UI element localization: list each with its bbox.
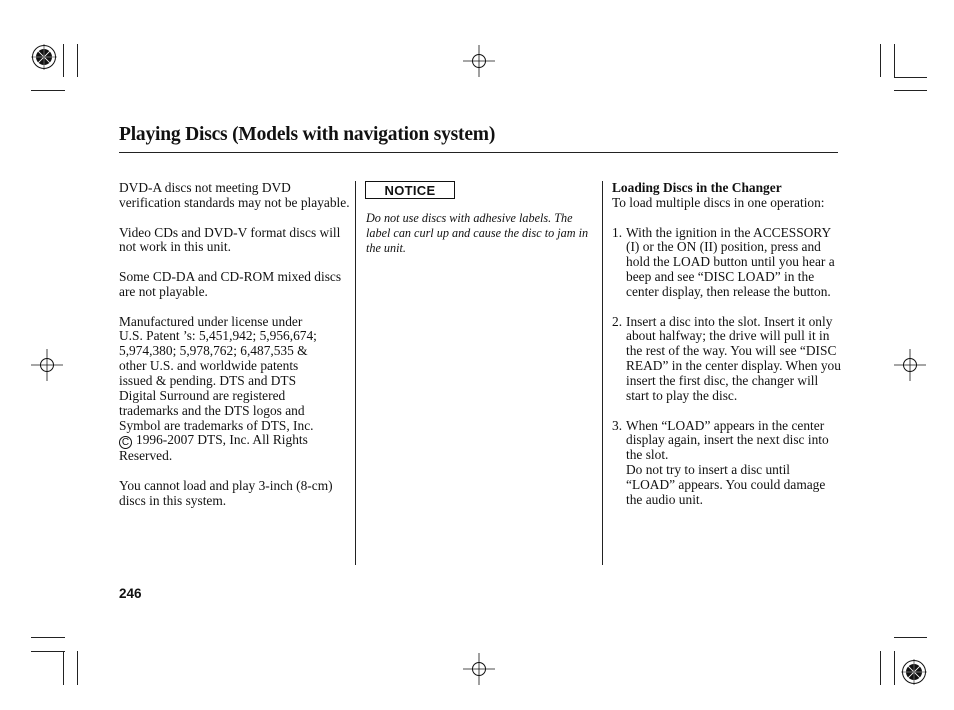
- left-column: [119, 181, 351, 509]
- notice-box: [365, 181, 455, 199]
- crosshair-icon: [463, 653, 495, 685]
- step-item: [612, 419, 842, 508]
- step-text: When “LOAD” appears in the center display again, insert the next disc into the slot.: [626, 417, 829, 463]
- paragraph-3-inch-discs: You cannot load and play 3-inch (8-cm) discs in this system.: [119, 478, 333, 508]
- license-line: 5,974,380; 5,978,762; 6,487,535 &: [119, 343, 308, 359]
- registration-target-icon: [31, 44, 57, 70]
- copyright-line: 1996-2007 DTS, Inc. All Rights: [136, 432, 308, 448]
- title-rule: [119, 152, 838, 153]
- crosshair-icon: [463, 45, 495, 77]
- page-number: 246: [119, 586, 142, 601]
- step-number: 1.: [612, 224, 623, 240]
- notice-text: Do not use discs with adhesive labels. The label can curl up and cause the disc to jam in the unit.: [366, 211, 589, 255]
- license-line: trademarks and the DTS logos and: [119, 402, 305, 418]
- step-number: 3.: [612, 417, 623, 433]
- license-line: Digital Surround are registered: [119, 387, 286, 403]
- crosshair-icon: [31, 349, 63, 381]
- crosshair-icon: [894, 349, 926, 381]
- notice-label: NOTICE: [384, 182, 436, 198]
- paragraph-video-cd: Video CDs and DVD-V format discs will not work in this unit.: [119, 224, 341, 255]
- step-item: [612, 315, 842, 404]
- license-paragraph: [119, 315, 351, 465]
- license-line: Manufactured under license under: [119, 313, 303, 329]
- step-text: Insert a disc into the slot. Insert it only about halfway; the drive will pull it in the rest of the way. You will see “DISC READ” in the center display. When you insert the first disc, the changer will start to play the disc.: [626, 313, 841, 403]
- step-text: With the ignition in the ACCESSORY (I) or the ON (II) position, press and hold the LOAD button until you hear a beep and see “DISC LOAD” in the center display, then release the button.: [626, 224, 835, 299]
- license-line: other U.S. and worldwide patents: [119, 358, 299, 374]
- paragraph-dvd-a: DVD-A discs not meeting DVD verification standards may not be playable.: [119, 180, 350, 210]
- column-divider: [355, 181, 356, 565]
- step-item: [612, 226, 842, 300]
- copyright-line: Reserved.: [119, 448, 173, 464]
- page-title: Playing Discs (Models with navigation system): [119, 124, 496, 145]
- license-line: issued & pending. DTS and DTS: [119, 372, 297, 388]
- copyright-icon: C: [119, 436, 132, 449]
- paragraph-mixed-discs: Some CD-DA and CD-ROM mixed discs are not playable.: [119, 269, 342, 299]
- section-heading: Loading Discs in the Changer: [612, 180, 782, 195]
- license-line: Symbol are trademarks of DTS, Inc.: [119, 417, 314, 433]
- step-note: Do not try to insert a disc until “LOAD” appears. You could damage the audio unit.: [626, 462, 826, 507]
- registration-target-icon: [901, 659, 927, 685]
- section-intro: To load multiple discs in one operation:: [612, 194, 825, 210]
- column-divider: [602, 181, 603, 565]
- license-line: U.S. Patent ’s: 5,451,942; 5,956,674;: [119, 328, 317, 344]
- step-number: 2.: [612, 313, 623, 329]
- right-column: [612, 181, 842, 508]
